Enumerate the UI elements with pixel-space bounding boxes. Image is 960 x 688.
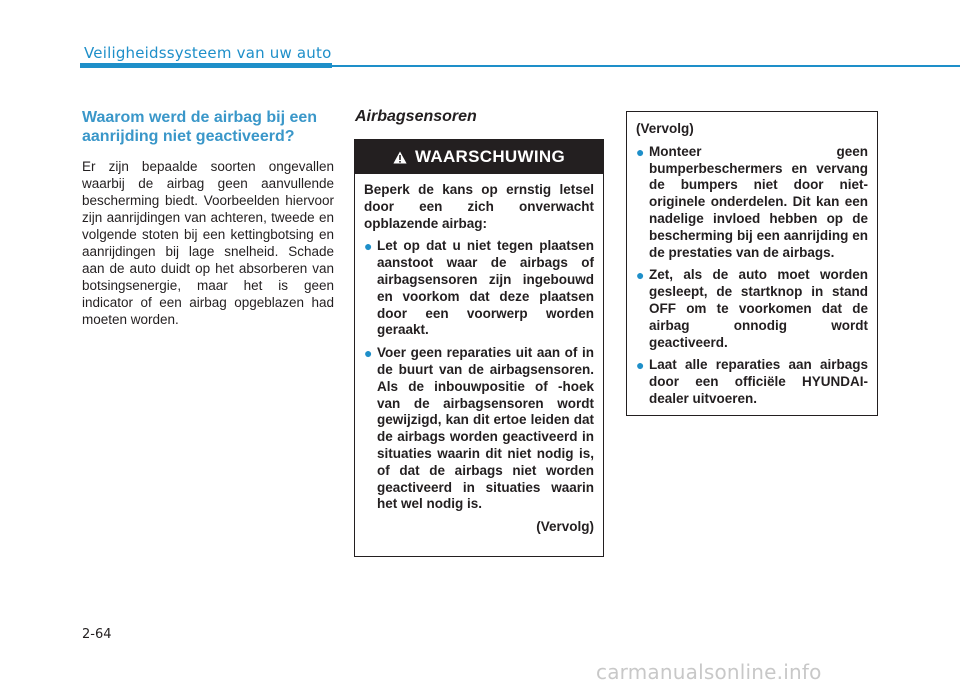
column-airbag-not-deployed	[82, 108, 334, 328]
list-item-text: Laat alle reparaties aan airbags door een officiële HYUNDAI-dealer uitvoeren.	[649, 357, 868, 406]
warning-content-continued	[636, 121, 868, 414]
bullet-dot-icon: ●	[636, 143, 645, 160]
list-item	[364, 238, 594, 339]
warning-title: WAARSCHUWING	[415, 147, 565, 166]
continued-label: (Vervolg)	[536, 519, 594, 535]
warning-header	[355, 140, 603, 174]
list-item	[364, 345, 594, 513]
warning-list	[636, 144, 868, 408]
warning-list	[364, 238, 594, 513]
warning-triangle-icon	[393, 151, 407, 164]
section-header-title: Veiligheidssysteem van uw auto	[84, 44, 332, 62]
list-item-text: Let op dat u niet tegen plaatsen aanstoot waar de airbags of airbagsensoren zijn ingebouwd en voorkom dat deze plaatsen door een voorwerp worden geraakt.	[377, 238, 594, 338]
list-item-text: Zet, als de auto moet worden gesleept, de startknop in stand OFF om te voorkomen dat de airbag onnodig wordt geactiveerd.	[649, 267, 868, 350]
airbag-sensors-heading: Airbagsensoren	[355, 108, 477, 125]
warning-box-continued	[626, 111, 878, 416]
bullet-dot-icon: ●	[364, 238, 373, 255]
list-item	[636, 267, 868, 351]
header-divider	[332, 65, 960, 67]
warning-content	[364, 182, 594, 536]
list-item	[636, 357, 868, 407]
bullet-dot-icon: ●	[364, 345, 373, 362]
list-item	[636, 144, 868, 262]
watermark: carmanualsonline.info	[596, 660, 822, 684]
warning-intro: Beperk de kans op ernstig letsel door een zich onverwacht opblazende airbag:	[364, 182, 594, 231]
list-item-text: Voer geen reparaties uit aan of in de buurt van de airbagsensoren. Als de inbouwpositie of -hoek van de airbagsensoren wordt gewijzigd, kan dit ertoe leiden dat de airbags worden geactiveerd in situaties waarin dit niet nodig is, of dat de airbags niet worden geactiveerd in situaties waarin het wel nodig is.	[377, 345, 594, 512]
body-paragraph: Er zijn bepaalde soorten ongevallen waarbij de airbag geen aanvullende bescherming biedt. Voorbeelden hiervoor zijn aanrijdingen van achteren, tweede en volgende stoten bij een kettingbotsing en aanrijdingen bij lage snelheid. Schade aan de auto duidt op het absorberen van botsingsenergie, maar het is geen indicator of een airbag opgeblazen had moeten worden.	[82, 159, 334, 327]
page-number: 2-64	[82, 627, 112, 642]
bullet-dot-icon: ●	[636, 357, 645, 374]
continued-label: (Vervolg)	[636, 121, 694, 136]
header-accent-bar	[80, 63, 332, 68]
section-heading: Waarom werd de airbag bij een aanrijding niet geactiveerd?	[82, 109, 318, 145]
warning-box	[354, 139, 604, 557]
list-item-text: Monteer geen bumperbeschermers en vervang de bumpers niet door niet-originele onderdelen. Dit kan een nadelige invloed hebben op de bescherming bij een aanrijding en de prestaties van de airbags.	[649, 143, 868, 260]
bullet-dot-icon: ●	[636, 267, 645, 284]
